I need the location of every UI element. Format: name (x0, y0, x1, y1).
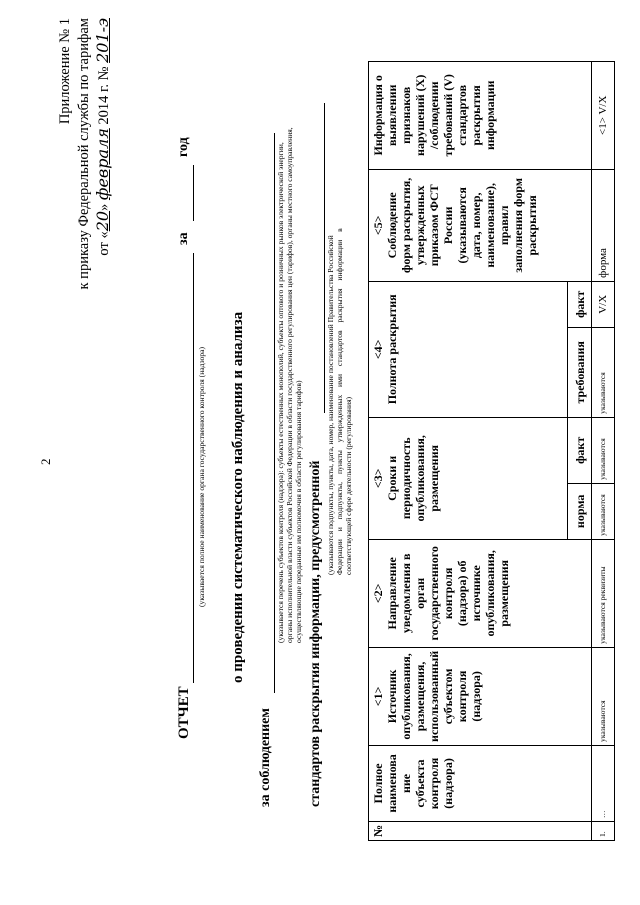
year-line (193, 165, 194, 221)
standards-caption-1: (указываются подпункты, пункты, дата, номер, наименование постановлений Правительства Российской (326, 235, 335, 575)
header-subject-name: Полное наименова ние субъекта контроля (надзора) (369, 745, 592, 821)
row-fact: указываются (592, 417, 615, 483)
subjects-caption-3: осуществляющие переданные им полномочия в области регулирования тарифов) (294, 380, 303, 643)
header-timing: <3> Сроки и периодичность опубликования, размещения (369, 417, 568, 539)
standards-caption-2: Федерации и подпункты, пункты утвержденных ими стандартов раскрытия информации в (335, 228, 344, 575)
row-norm: указываются (592, 483, 615, 539)
report-title: ОТЧЕТ (176, 686, 192, 739)
authority-caption: (указывается полное наименование органа государственного контроля (надзора) (197, 346, 206, 607)
header-forms: <5> Соблюдение форм раскрытия, утвержденных приказом ФСТ России (указываются дата, номер, наименование), правил заполнения форм раскрытия (369, 169, 592, 281)
standards-label: стандартов раскрытия информации, предусмотренной (308, 460, 323, 807)
compliance-label: за соблюдением (258, 708, 273, 807)
appendix-date: от «20» февраля 2014 г. № 201-э (93, 18, 112, 256)
report-table (368, 61, 615, 841)
row-no: 1. (592, 821, 615, 840)
appendix-number: 201-э (93, 18, 112, 63)
page-number: 2 (38, 458, 53, 465)
row-requirements: указываются (592, 327, 615, 417)
row-fact-2: V/X (592, 281, 615, 327)
subheader-fact: факт (568, 417, 592, 483)
authority-line (193, 253, 194, 683)
appendix-order: к приказу Федеральной службы по тарифам (76, 18, 92, 290)
subjects-caption-2: органы исполнительной власти субъектов Российской Федерации в области государственного регулирования цен (тарифов), органы местного самоуправления, (285, 127, 294, 643)
subjects-caption-1: (указывается перечень субъектов контроля (надзора): субъекты естественных монополий, субъекты оптового и розничных рынков электрической энергии, (276, 142, 285, 643)
row-name: … (592, 745, 615, 821)
appendix-month: февраля (93, 128, 112, 201)
report-subtitle: о проведении систематического наблюдения и анализа (230, 311, 246, 683)
header-source: <1> Источник опубликования, размещения, использованный субъектом контроля (надзора) (369, 647, 592, 745)
row-source: указываются (592, 647, 615, 745)
standards-line (324, 103, 325, 413)
header-no: № (369, 821, 592, 840)
table-header-row (369, 61, 568, 840)
god-label: год (176, 137, 191, 157)
standards-caption-3: соответствующей сфере деятельности (регулирования) (344, 396, 353, 575)
za-label: за (176, 232, 191, 245)
header-violations: Информация о выявлении признаков нарушений (Х) /соблюдении требований (V) стандартов раскрытия информации (369, 61, 592, 169)
row-notification: указываются реквизиты (592, 539, 615, 647)
subheader-requirements: требования (568, 327, 592, 417)
header-completeness: <4> Полнота раскрытия (369, 281, 568, 417)
row-violations: <1> V/X (592, 61, 615, 169)
subheader-norm: норма (568, 483, 592, 539)
row-forms: форма (592, 169, 615, 281)
subheader-fact-2: факт (568, 281, 592, 327)
appendix-day: 20 (93, 210, 112, 232)
appendix-title: Приложение № 1 (57, 18, 73, 125)
subjects-line (274, 133, 275, 693)
header-notification: <2> Направление уведомления в орган государственного контроля (надзора) об источнике опубликования, размещения (369, 539, 592, 647)
table-row (592, 61, 615, 840)
